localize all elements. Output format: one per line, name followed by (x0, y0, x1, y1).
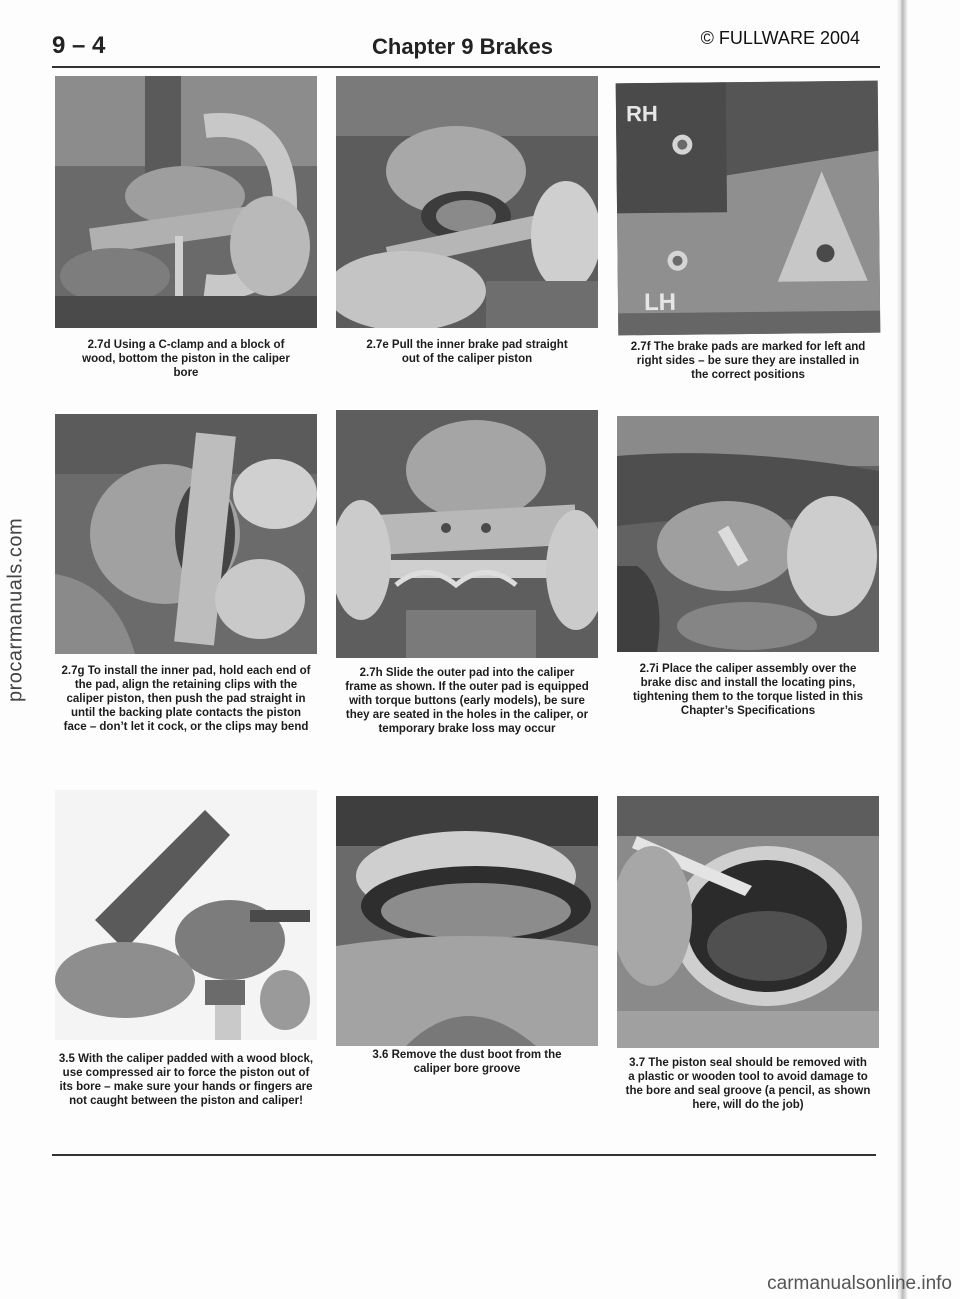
figure-2-7f (617, 82, 879, 392)
figure-caption: 2.7d Using a C-clamp and a block of wood, bottom the piston in the caliper bore (82, 339, 290, 379)
figure-photo (55, 790, 317, 1040)
figure-caption: 2.7g To install the inner pad, hold each end of the pad, align the retaining clips with the caliper piston, then push the pad straight in until the backing plate contacts the piston face – don’t let it cock, or the clips may bend (61, 665, 311, 733)
copyright-notice: © FULLWARE 2004 (700, 28, 860, 48)
figure-caption: 2.7i Place the caliper assembly over the brake disc and install the locating pins, tightening them to the torque listed in this Chapter’s Specifications (633, 663, 863, 717)
rh-marking: RH (625, 100, 658, 127)
c-clamp-photo (55, 76, 317, 328)
bottom-watermark: carmanualsonline.info (767, 1273, 952, 1294)
piston-seal-photo (617, 796, 879, 1048)
figure-caption: 3.7 The piston seal should be removed with a plastic or wooden tool to avoid damage to the bore and seal groove (a pencil, as shown here, will do the job) (625, 1057, 871, 1111)
figure-photo (55, 76, 317, 328)
figure-photo (55, 414, 317, 654)
figure-caption: 3.6 Remove the dust boot from the caliper bore groove (372, 1049, 562, 1075)
lh-marking: LH (643, 288, 677, 317)
dust-boot-photo (336, 796, 598, 1046)
figure-2-7e (336, 76, 598, 386)
figure-photo (617, 796, 879, 1048)
figure-photo (336, 76, 598, 328)
figure-photo (617, 416, 879, 652)
figure-photo (336, 796, 598, 1046)
figure-caption: 2.7f The brake pads are marked for left and right sides – be sure they are installed in the correct positions (630, 341, 866, 381)
figure-2-7i (617, 416, 879, 736)
header-rule (52, 66, 880, 68)
side-watermark: procarmanuals.com (4, 517, 27, 703)
figure-3-7 (617, 796, 879, 1126)
figure-2-7g (55, 414, 317, 744)
chapter-title: Chapter 9 Brakes (372, 34, 553, 59)
figure-3-6 (336, 796, 598, 1106)
figure-3-5 (55, 790, 317, 1130)
page-header (52, 26, 880, 66)
figure-caption: 2.7e Pull the inner brake pad straight out of the caliper piston (366, 339, 568, 365)
figure-caption: 2.7h Slide the outer pad into the caliper frame as shown. If the outer pad is equipped with torque buttons (early models), be sure they are seated in the holes in the caliper, or temporary brake loss may occur (345, 667, 589, 735)
figure-photo (616, 81, 881, 336)
footer-rule (52, 1154, 876, 1156)
scan-edge-shadow (896, 0, 908, 1299)
figure-photo (336, 410, 598, 658)
page-number: 9 – 4 (52, 32, 106, 59)
figure-2-7h (336, 410, 598, 750)
brake-pad-photo (336, 76, 598, 328)
figure-2-7d (55, 76, 317, 396)
figure-caption: 3.5 With the caliper padded with a wood block, use compressed air to force the piston out of its bore – make sure your hands or fingers are not caught between the piston and caliper! (58, 1053, 314, 1107)
compressed-air-photo (55, 790, 317, 1040)
outer-pad-install-photo (336, 410, 598, 658)
caliper-assembly-photo (617, 416, 879, 652)
inner-pad-install-photo (55, 414, 317, 654)
